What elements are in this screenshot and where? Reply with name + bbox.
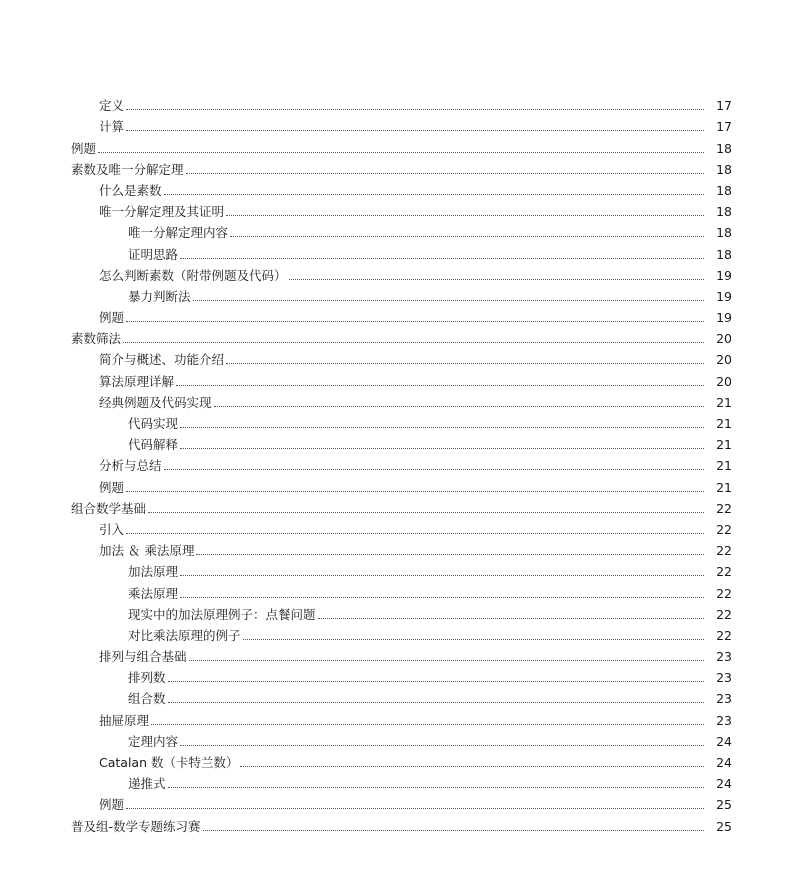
toc-entry-title: 什么是素数: [99, 182, 162, 198]
toc-dot-leader: [289, 279, 704, 280]
toc-dot-leader: [126, 109, 704, 110]
toc-dot-leader: [226, 363, 704, 364]
toc-dot-leader: [230, 236, 704, 237]
toc-dot-leader: [126, 808, 704, 809]
toc-dot-leader: [186, 173, 704, 174]
toc-entry-title: 计算: [99, 119, 125, 135]
toc-dot-leader: [240, 766, 704, 767]
toc-entry-page: 22: [716, 627, 732, 643]
toc-dot-leader: [180, 575, 704, 576]
toc-dot-leader: [180, 597, 704, 598]
toc-entry-page: 23: [716, 649, 732, 665]
toc-entry[interactable]: [0, 685, 799, 706]
toc-entry-title: 组合数: [128, 691, 166, 707]
toc-entry-page: 17: [716, 98, 732, 114]
toc-entry-title: 素数筛法: [71, 331, 122, 347]
toc-entry-title: 代码实现: [128, 416, 179, 431]
toc-entry[interactable]: [0, 304, 799, 325]
toc-entry-title: 加法 ＆ 乘法原理: [99, 543, 195, 559]
toc-entry[interactable]: [0, 812, 799, 833]
toc-entry-title: 排列数: [128, 670, 166, 686]
toc-entry[interactable]: [0, 473, 799, 494]
toc-entry-page: 21: [716, 458, 732, 474]
toc-entry-page: 21: [716, 416, 732, 431]
toc-entry[interactable]: [0, 558, 799, 579]
toc-entry-title: 简介与概述、功能介绍: [99, 352, 225, 368]
toc-entry[interactable]: [0, 262, 799, 283]
toc-entry-title: 怎么判断素数（附带例题及代码）: [99, 267, 287, 283]
toc-dot-leader: [98, 152, 704, 153]
toc-entry[interactable]: [0, 622, 799, 643]
toc-entry-page: 23: [716, 712, 732, 728]
toc-dot-leader: [164, 469, 704, 470]
toc-entry-page: 18: [716, 246, 732, 262]
toc-dot-leader: [226, 215, 704, 216]
toc-dot-leader: [168, 702, 704, 703]
toc-entry[interactable]: [0, 325, 799, 346]
toc-entry-title: 唯一分解定理及其证明: [99, 204, 225, 220]
toc-entry-page: 20: [716, 373, 732, 389]
toc-entry-page: 18: [716, 140, 732, 156]
toc-dot-leader: [151, 724, 704, 725]
toc-entry[interactable]: [0, 579, 799, 600]
toc-entry-title: 算法原理详解: [99, 373, 175, 389]
toc-entry[interactable]: [0, 410, 799, 431]
toc-entry-title: 唯一分解定理内容: [128, 225, 229, 241]
toc-entry-title: 加法原理: [128, 564, 179, 580]
toc-entry[interactable]: [0, 728, 799, 749]
toc-entry[interactable]: [0, 770, 799, 791]
toc-entry[interactable]: [0, 431, 799, 452]
toc-entry[interactable]: [0, 516, 799, 537]
toc-entry[interactable]: [0, 664, 799, 685]
toc-entry-title: Catalan 数（卡特兰数）: [99, 755, 239, 770]
toc-dot-leader: [214, 406, 704, 407]
toc-entry-title: 排列与组合基础: [99, 649, 187, 665]
toc-entry[interactable]: [0, 283, 799, 304]
toc-dot-leader: [203, 830, 704, 831]
toc-entry-page: 25: [716, 818, 732, 834]
toc-dot-leader: [243, 639, 704, 640]
toc-entry-title: 证明思路: [128, 246, 179, 262]
toc-dot-leader: [176, 385, 704, 386]
toc-entry-title: 例题: [99, 479, 125, 495]
toc-entry-page: 21: [716, 394, 732, 410]
toc-dot-leader: [193, 300, 704, 301]
toc-dot-leader: [189, 660, 704, 661]
toc-entry-page: 19: [716, 310, 732, 326]
toc-dot-leader: [180, 745, 704, 746]
toc-entry-page: 21: [716, 437, 732, 453]
toc-entry[interactable]: [0, 346, 799, 367]
toc-dot-leader: [180, 258, 704, 259]
toc-entry-title: 对比乘法原理的例子: [128, 627, 241, 643]
toc-entry-page: 21: [716, 479, 732, 495]
toc-entry[interactable]: [0, 113, 799, 134]
toc-entry-page: 24: [716, 755, 732, 770]
toc-entry[interactable]: [0, 643, 799, 664]
toc-entry-page: 20: [716, 331, 732, 347]
toc-entry-title: 素数及唯一分解定理: [71, 161, 184, 177]
toc-entry[interactable]: [0, 134, 799, 155]
toc-entry-title: 暴力判断法: [128, 288, 191, 304]
toc-entry-page: 18: [716, 182, 732, 198]
table-of-contents: [0, 92, 799, 834]
toc-entry[interactable]: [0, 495, 799, 516]
toc-dot-leader: [126, 130, 704, 131]
toc-entry-page: 22: [716, 564, 732, 580]
toc-entry[interactable]: [0, 706, 799, 727]
toc-entry[interactable]: [0, 240, 799, 261]
toc-entry-page: 22: [716, 543, 732, 559]
toc-entry-title: 现实中的加法原理例子：点餐问题: [128, 606, 316, 622]
toc-entry-title: 例题: [99, 797, 125, 813]
toc-entry-page: 22: [716, 606, 732, 622]
toc-entry-title: 引入: [99, 521, 125, 537]
toc-dot-leader: [180, 448, 704, 449]
toc-entry-page: 22: [716, 521, 732, 537]
toc-entry-title: 例题: [99, 310, 125, 326]
toc-entry-title: 普及组-数学专题练习赛: [71, 818, 201, 834]
toc-dot-leader: [168, 681, 704, 682]
toc-entry-page: 22: [716, 585, 732, 601]
toc-entry-title: 定理内容: [128, 733, 179, 749]
toc-dot-leader: [126, 533, 704, 534]
toc-dot-leader: [164, 194, 704, 195]
toc-entry-page: 20: [716, 352, 732, 368]
toc-entry-title: 组合数学基础: [71, 500, 147, 516]
toc-dot-leader: [126, 321, 704, 322]
toc-entry[interactable]: [0, 177, 799, 198]
toc-entry-title: 抽屉原理: [99, 712, 150, 728]
toc-entry[interactable]: [0, 198, 799, 219]
toc-entry-page: 18: [716, 161, 732, 177]
toc-entry-title: 代码解释: [128, 437, 179, 453]
toc-entry-title: 例题: [71, 140, 97, 156]
toc-entry-title: 定义: [99, 98, 125, 114]
toc-entry[interactable]: [0, 537, 799, 558]
toc-entry-page: 18: [716, 204, 732, 220]
toc-entry-page: 25: [716, 797, 732, 813]
toc-entry-page: 18: [716, 225, 732, 241]
toc-dot-leader: [318, 618, 704, 619]
toc-entry-title: 递推式: [128, 776, 166, 792]
toc-entry-page: 23: [716, 691, 732, 707]
toc-entry-page: 24: [716, 776, 732, 792]
toc-entry[interactable]: [0, 452, 799, 473]
toc-entry-page: 17: [716, 119, 732, 135]
toc-dot-leader: [168, 787, 704, 788]
toc-entry-title: 经典例题及代码实现: [99, 394, 212, 410]
toc-entry[interactable]: [0, 389, 799, 410]
toc-entry[interactable]: [0, 219, 799, 240]
toc-entry-page: 19: [716, 288, 732, 304]
toc-dot-leader: [126, 491, 704, 492]
toc-entry-page: 23: [716, 670, 732, 686]
toc-entry[interactable]: [0, 92, 799, 113]
toc-entry-page: 22: [716, 500, 732, 516]
toc-entry-page: 19: [716, 267, 732, 283]
toc-dot-leader: [180, 427, 704, 428]
toc-dot-leader: [196, 554, 704, 555]
toc-dot-leader: [148, 512, 704, 513]
toc-entry[interactable]: [0, 791, 799, 812]
toc-entry-title: 分析与总结: [99, 458, 162, 474]
toc-entry[interactable]: [0, 601, 799, 622]
toc-entry-page: 24: [716, 733, 732, 749]
toc-entry-title: 乘法原理: [128, 585, 179, 601]
toc-entry[interactable]: [0, 156, 799, 177]
toc-entry[interactable]: [0, 749, 799, 770]
toc-entry[interactable]: [0, 367, 799, 388]
toc-dot-leader: [123, 342, 704, 343]
